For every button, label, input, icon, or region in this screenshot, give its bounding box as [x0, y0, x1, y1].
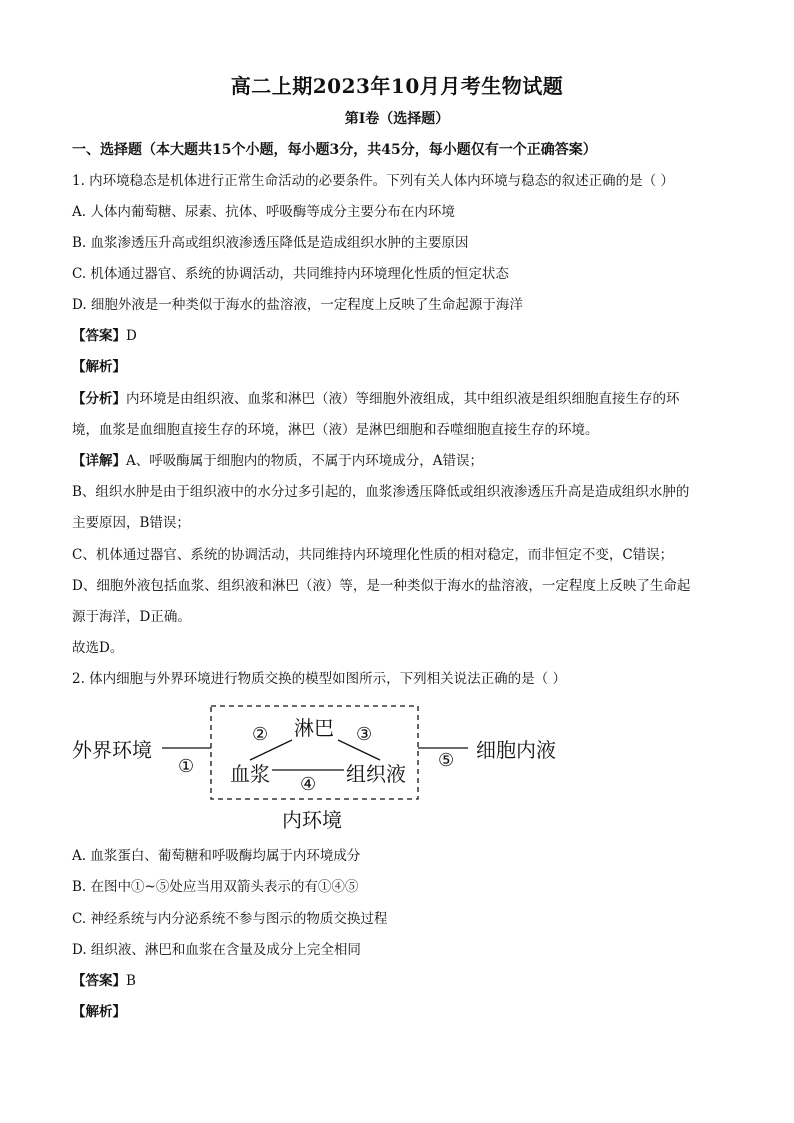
q1-option-a: A. 人体内葡萄糖、尿素、抗体、呼吸酶等成分主要分布在内环境 [72, 204, 455, 220]
q1-option-c: C. 机体通过器官、系统的协调活动，共同维持内环境理化性质的恒定状态 [72, 266, 509, 282]
page-title: 高二上期2023年10月月考生物试题 [230, 74, 564, 98]
q2-option-b: B. 在图中①~⑤处应当用双箭头表示的有①④⑤ [72, 879, 359, 895]
q2-option-d: D. 组织液、淋巴和血浆在含量及成分上完全相同 [72, 942, 361, 958]
q1-fenxi-tag: 【分析】 [72, 391, 126, 407]
q2-option-c: C. 神经系统与内分泌系统不参与图示的物质交换过程 [72, 911, 388, 927]
q1-option-b: B. 血浆渗透压升高或组织液渗透压降低是造成组织水肿的主要原因 [72, 235, 469, 251]
q1-option-d: D. 细胞外液是一种类似于海水的盐溶液，一定程度上反映了生命起源于海洋 [72, 297, 523, 313]
q2-stem: 2. 体内细胞与外界环境进行物质交换的模型如图所示，下列相关说法正确的是（ ） [72, 671, 566, 687]
q2-option-a: A. 血浆蛋白、葡萄糖和呼吸酶均属于内环境成分 [72, 848, 361, 864]
q1-analysis-tag: 【解析】 [72, 359, 126, 375]
q1-xiangjie-tag: 【详解】 [72, 453, 126, 469]
q2-answer: B [126, 973, 136, 989]
q1-xiangjie-line-a: 【详解】A、呼吸酶属于细胞内的物质，不属于内环境成分，A错误； [72, 453, 483, 469]
q1-fenxi-line1: 【分析】内环境是由组织液、血浆和淋巴（液）等细胞外液组成，其中组织液是组织细胞直接生存的环 [72, 391, 680, 407]
q1-stem: 1. 内环境稳态是机体进行正常生命活动的必要条件。下列有关人体内环境与稳态的叙述正确的是（ ） [72, 173, 674, 189]
q1-conclusion: 故选D。 [72, 640, 124, 656]
label-intracellular-fluid: 细胞内液 [476, 738, 556, 762]
marker-2: ② [252, 724, 269, 745]
q1-xiangjie-line-d1: D、细胞外液包括血浆、组织液和淋巴（液）等，是一种类似于海水的盐溶液，一定程度上反映了生命起 [72, 578, 691, 594]
q1-xiangjie-line-d2: 源于海洋，D正确。 [72, 609, 191, 625]
exchange-model-diagram [70, 704, 570, 834]
q2-answer-line [72, 971, 722, 991]
label-external-env: 外界环境 [72, 738, 152, 762]
label-internal-env: 内环境 [282, 808, 342, 832]
marker-4: ④ [300, 774, 317, 795]
marker-1: ① [178, 756, 195, 777]
section-heading: 一、选择题（本大题共15个小题，每小题3分，共45分，每小题仅有一个正确答案） [72, 142, 597, 158]
q2-analysis-tag: 【解析】 [72, 1004, 126, 1020]
marker-3: ③ [356, 724, 373, 745]
page-subtitle: 第I卷（选择题） [344, 111, 450, 127]
label-tissue-fluid: 组织液 [346, 762, 406, 786]
label-plasma: 血浆 [230, 762, 270, 786]
q1-fenxi-line2: 境，血浆是血细胞直接生存的环境，淋巴（液）是淋巴细胞和吞噬细胞直接生存的环境。 [72, 422, 599, 438]
q2-answer-tag: 【答案】 [72, 973, 126, 989]
q1-answer-line [72, 326, 722, 346]
label-lymph: 淋巴 [294, 716, 334, 740]
q1-answer-tag: 【答案】 [72, 328, 126, 344]
q1-xiangjie-line-b1: B、组织水肿是由于组织液中的水分过多引起的，血浆渗透压降低或组织液渗透压升高是造成组织水肿的 [72, 484, 690, 500]
marker-5: ⑤ [438, 750, 455, 771]
q1-answer: D [126, 328, 137, 344]
q1-xiangjie-line-c: C、机体通过器官、系统的协调活动，共同维持内环境理化性质的相对稳定，而非恒定不变，C错误； [72, 547, 674, 563]
q1-xiangjie-line-b2: 主要原因，B错误； [72, 515, 190, 531]
